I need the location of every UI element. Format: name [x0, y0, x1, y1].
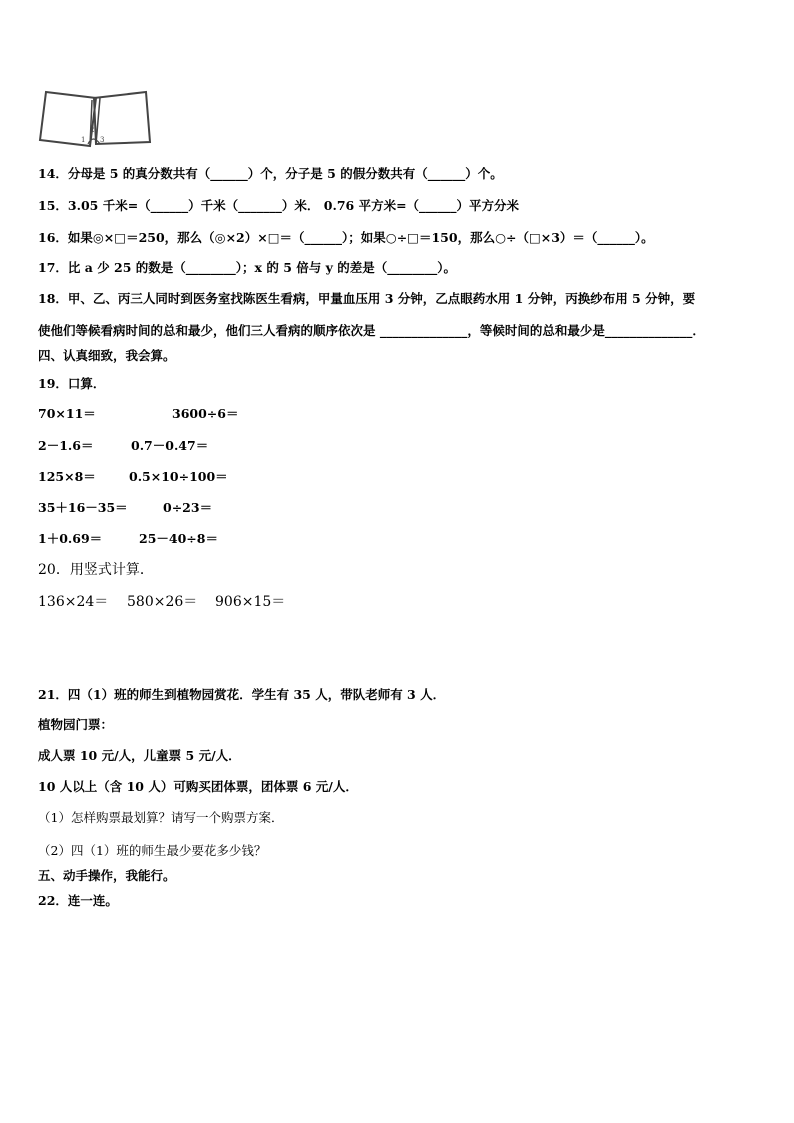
oral-calc-row — [38, 531, 102, 547]
oral-calc-item: 2－1.6＝ — [38, 438, 94, 453]
oral-calc-item: 125×8＝ — [38, 469, 96, 484]
oral-calc-item: 3600÷6＝ — [172, 406, 239, 421]
question-20-title: 20．用竖式计算． — [38, 562, 154, 578]
oral-calc-row — [38, 500, 128, 516]
folded-paper-drawing — [38, 88, 154, 148]
question-21-group-ticket: 10 人以上（含 10 人）可购买团体票，团体票 6 元/人． — [38, 779, 358, 794]
section-4-heading: 四、认真细致，我会算。 — [38, 348, 176, 363]
oral-calc-row — [38, 438, 93, 454]
vertical-calc-item: 906×15＝ — [215, 594, 286, 610]
question-16: 16．如果◎×□＝250，那么（◎×2）×□＝（______）；如果○÷□＝150，那么○÷（□×3）＝（______）。 — [38, 230, 654, 245]
oral-calc-item: 0÷23＝ — [163, 500, 213, 515]
oral-calc-item: 25－40÷8＝ — [139, 531, 218, 546]
oral-calc-item: 0.7－0.47＝ — [131, 438, 209, 453]
oral-calc-item: 0.5×10÷100＝ — [129, 469, 228, 484]
question-21-intro: 21．四（1）班的师生到植物园赏花．学生有 35 人，带队老师有 3 人． — [38, 687, 446, 702]
vertical-calc-item: 580×26＝ — [127, 594, 198, 610]
question-21-sub-1: （1）怎样购票最划算？请写一个购票方案． — [38, 810, 284, 825]
oral-calc-item: 35＋16－35＝ — [38, 500, 128, 515]
oral-calc-item: 1＋0.69＝ — [38, 531, 103, 546]
figure-label-1: 1 — [81, 136, 86, 144]
oral-calc-item: 70×11＝ — [38, 406, 96, 421]
folded-paper-figure — [38, 88, 154, 148]
vertical-calc-item: 136×24＝ — [38, 594, 109, 610]
question-22: 22．连一连。 — [38, 893, 118, 908]
question-17: 17．比 a 少 25 的数是（________）；x 的 5 倍与 y 的差是（________）。 — [38, 260, 456, 275]
figure-label-2: 2 — [90, 126, 95, 134]
question-18-line-2: 使他们等候看病时间的总和最少，他们三人看病的顺序依次是 ______________，等候时间的总和最少是______________． — [38, 323, 705, 338]
question-14: 14．分母是 5 的真分数共有（______）个，分子是 5 的假分数共有（______）个。 — [38, 166, 503, 181]
oral-calc-row — [38, 406, 96, 422]
figure-label-3: 3 — [100, 136, 105, 144]
question-15: 15．3.05 千米=（______）千米（_______）米． 0.76 平方米=（______）平方分米 — [38, 198, 520, 213]
question-19-title: 19．口算． — [38, 376, 106, 391]
question-21-gate-label: 植物园门票： — [38, 717, 114, 732]
question-21-prices: 成人票 10 元/人，儿童票 5 元/人． — [38, 748, 241, 763]
oral-calc-row — [38, 469, 96, 485]
question-21-sub-2: （2）四（1）班的师生最少要花多少钱？ — [38, 843, 267, 858]
question-18-line-1: 18．甲、乙、丙三人同时到医务室找陈医生看病，甲量血压用 3 分钟，乙点眼药水用 1 分钟，丙换纱布用 5 分钟，要 — [38, 291, 696, 306]
section-5-heading: 五、动手操作，我能行。 — [38, 868, 176, 883]
